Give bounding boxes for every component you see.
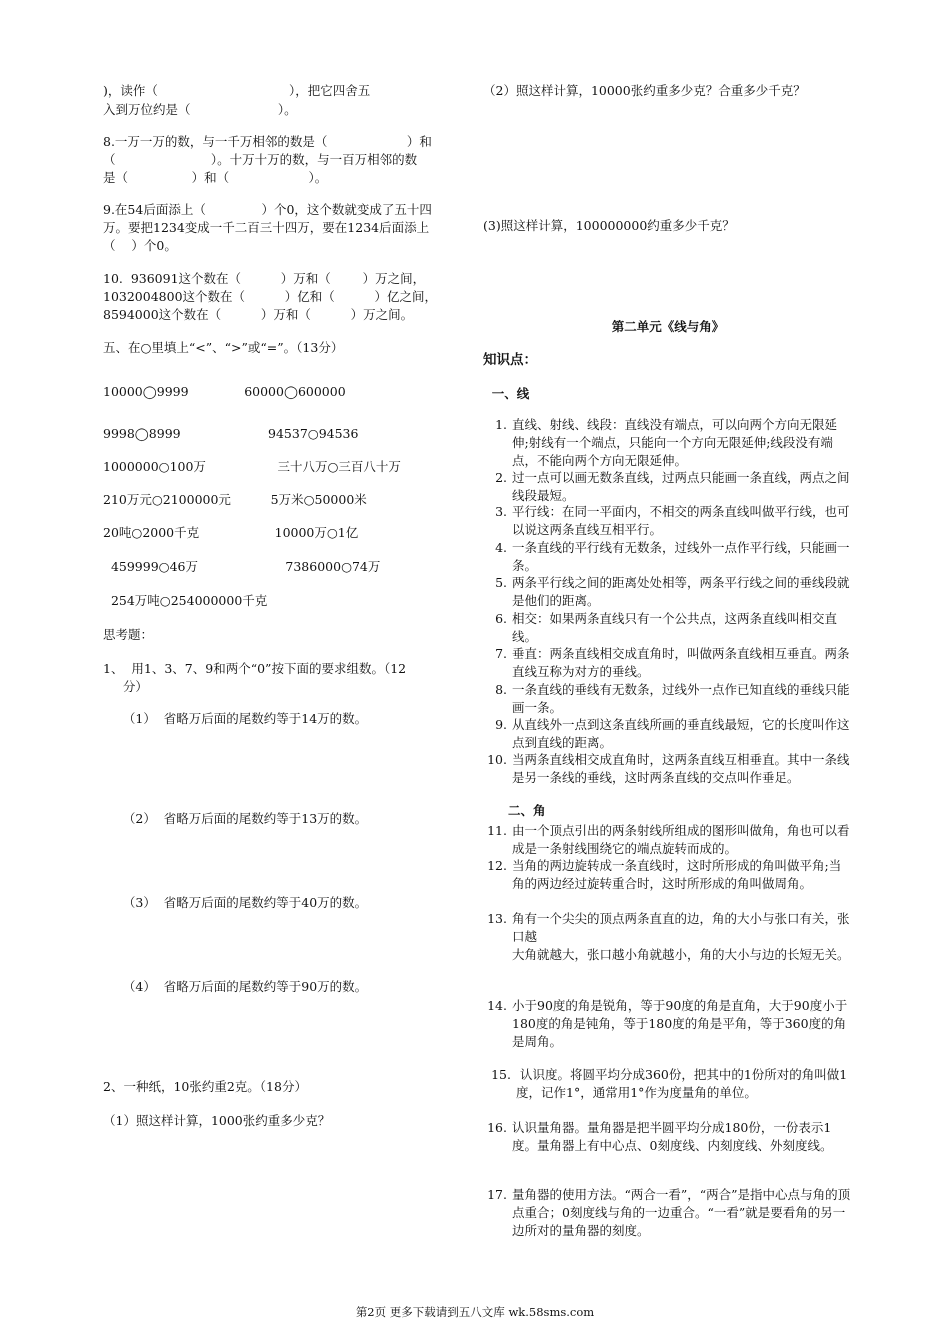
q8-line1: 8.一万一万的数，与一千万相邻的数是（ ）和 [103, 134, 432, 149]
q10-line1: 10. 936091这个数在（ ）万和（ ）万之间， [103, 271, 426, 286]
q10-line2: 1032004800这个数在（ ）亿和（ ）亿之间， [103, 289, 437, 304]
knowledge-item-text: 当角的两边旋转成一条直线时，这时所形成的角叫做平角;当角的两边经过旋转重合时，这时所形成的角叫做周角。 [512, 858, 842, 891]
knowledge-item-text: 量角器的使用方法。“两合一看”，“两合”是指中心点与角的顶点重合；0刻度线与角的一边重合。“一看”就是要看角的另一边所对的量角器的刻度。 [512, 1187, 851, 1238]
knowledge-item-text: 一条直线的平行线有无数条，过线外一点作平行线，只能画一条。 [512, 540, 850, 573]
think1-q4: （4） 省略万后面的尾数约等于90万的数。 [103, 979, 368, 994]
knowledge-heading: 知识点： [483, 352, 537, 368]
knowledge-item-text: 过一点可以画无数条直线，过两点只能画一条直线，两点之间线段最短。 [512, 470, 850, 503]
section5-heading: 五、在○里填上“<”、“>”或“=”。（13分） [103, 340, 344, 355]
think2-q2: （2）照这样计算，10000张约重多少克？合重多少千克？ [483, 83, 806, 98]
knowledge-item-number: 13. [487, 911, 507, 926]
compare-row-2: 9998◯8999 94537○94536 [103, 426, 359, 441]
knowledge-item-text: 平行线：在同一平面内，不相交的两条直线叫做平行线，也可以说这两条直线互相平行。 [512, 504, 850, 537]
knowledge-item-text: 当两条直线相交成直角时，这两条直线互相垂直。其中一条线是另一条线的垂线，这时两条直线的交点叫作垂足。 [512, 752, 850, 785]
knowledge-item-text: 两条平行线之间的距离处处相等，两条平行线之间的垂线段就是他们的距离。 [512, 575, 850, 608]
think1-q1: （1） 省略万后面的尾数约等于14万的数。 [103, 711, 368, 726]
q8-line2: （ ）。十万十万的数，与一百万相邻的数 [103, 152, 418, 167]
compare-row-7: 254万吨○254000000千克 [103, 593, 268, 608]
think2-heading: 2、一种纸，10张约重2克。（18分） [103, 1079, 307, 1094]
section-line-heading: 一、线 [483, 386, 530, 401]
knowledge-item-text: 相交：如果两条直线只有一个公共点，这两条直线叫相交直线。 [512, 611, 838, 644]
knowledge-item-number: 4. [495, 540, 507, 555]
knowledge-item-number: 2. [495, 470, 507, 485]
knowledge-item-number: 15. [491, 1067, 511, 1082]
section-angle-heading: 二、角 [508, 803, 546, 818]
q7-line1: )，读作（ ），把它四舍五 [103, 83, 371, 98]
q7-line2: 入到万位约是（ ）。 [103, 102, 297, 117]
knowledge-item-number: 9. [495, 717, 507, 732]
q9-line3: （ ）个0。 [103, 238, 177, 253]
think1-line2: 分） [103, 679, 148, 694]
think2-q1: （1）照这样计算，1000张约重多少克？ [103, 1113, 331, 1128]
knowledge-item-number: 16. [487, 1120, 507, 1135]
knowledge-item-text: 小于90度的角是锐角，等于90度的角是直角，大于90度小于180度的角是钝角，等于180度的角是平角，等于360度的角是周角。 [512, 998, 848, 1049]
knowledge-item-text: 角有一个尖尖的顶点两条直直的边，角的大小与张口有关，张口越 大角就越大，张口越小角就越小，角的大小与边的长短无关。 [512, 911, 850, 962]
page-footer: 第2页 更多下载请到五八文库 wk.58sms.com [355, 1305, 595, 1319]
knowledge-item-number: 14. [487, 998, 507, 1013]
knowledge-item-text: 直线、射线、线段：直线没有端点，可以向两个方向无限延伸;射线有一个端点，只能向一个方向无限延伸;线段没有端点，不能向两个方向无限延伸。 [512, 417, 838, 468]
compare-row-6: 459999○46万 7386000○74万 [103, 559, 381, 574]
knowledge-item-number: 8. [495, 682, 507, 697]
think1-line1: 1、 用1、3、7、9和两个“0”按下面的要求组数。（12 [103, 661, 407, 676]
think1-q2: （2） 省略万后面的尾数约等于13万的数。 [103, 811, 368, 826]
q9-line1: 9.在54后面添上（ ）个0，这个数就变成了五十四 [103, 202, 432, 217]
think-heading: 思考题： [103, 627, 154, 642]
knowledge-item-number: 1. [495, 417, 507, 432]
knowledge-item-number: 12. [487, 858, 507, 873]
knowledge-item-text: 认识度。将圆平均分成360份，把其中的1份所对的角叫做1度，记作1°，通常用1°作为度量角的单位。 [516, 1067, 848, 1100]
knowledge-item-number: 17. [487, 1187, 507, 1202]
unit-title: 第二单元《线与角》 [611, 319, 725, 334]
knowledge-item-number: 5. [495, 575, 507, 590]
q10-line3: 8594000这个数在（ ）万和（ ）万之间。 [103, 307, 414, 322]
think2-q3: (3)照这样计算，100000000约重多少千克？ [483, 218, 735, 233]
knowledge-item-number: 3. [495, 504, 507, 519]
knowledge-item-number: 10. [487, 752, 507, 767]
q9-line2: 万。要把1234变成一千二百三十四万，要在1234后面添上 [103, 220, 430, 235]
knowledge-item-text: 垂直：两条直线相交成直角时，叫做两条直线相互垂直。两条直线互称为对方的垂线。 [512, 646, 850, 679]
compare-row-4: 210万元○2100000元 5万米○50000米 [103, 492, 367, 507]
compare-row-5: 20吨○2000千克 10000万○1亿 [103, 525, 359, 540]
knowledge-item-text: 一条直线的垂线有无数条，过线外一点作已知直线的垂线只能画一条。 [512, 682, 850, 715]
knowledge-item-number: 11. [487, 823, 507, 838]
knowledge-item-text: 由一个顶点引出的两条射线所组成的图形叫做角，角也可以看成是一条射线围绕它的端点旋转而成的。 [512, 823, 850, 856]
compare-row-3: 1000000○100万 三十八万○三百八十万 [103, 459, 401, 474]
knowledge-item-number: 6. [495, 611, 507, 626]
compare-row-1: 10000◯9999 60000◯600000 [103, 384, 346, 399]
knowledge-item-number: 7. [495, 646, 507, 661]
think1-q3: （3） 省略万后面的尾数约等于40万的数。 [103, 895, 368, 910]
knowledge-item-text: 从直线外一点到这条直线所画的垂直线最短，它的长度叫作这点到直线的距离。 [512, 717, 850, 750]
q8-line3: 是（ ）和（ ）。 [103, 170, 328, 185]
knowledge-item-text: 认识量角器。量角器是把半圆平均分成180份，一份表示1度。量角器上有中心点、0刻度线、内刻度线、外刻度线。 [512, 1120, 833, 1153]
